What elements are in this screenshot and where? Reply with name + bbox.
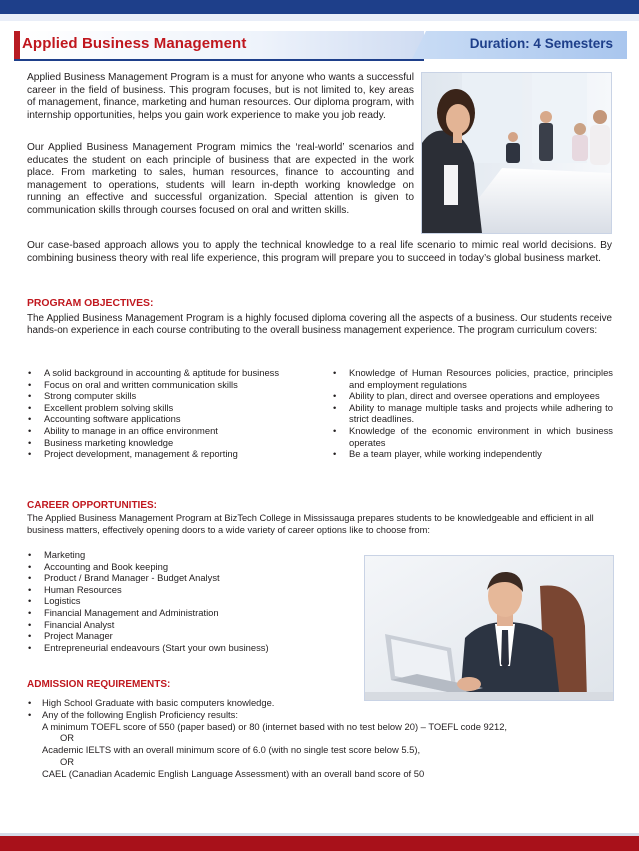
list-item: • Ability to plan, direct and oversee operations and employees	[332, 390, 613, 402]
admission-block	[27, 697, 627, 780]
list-item: • Marketing	[27, 549, 357, 561]
list-item: • Entrepreneurial endeavours (Start your own business)	[27, 642, 357, 654]
list-item: • Financial Analyst	[27, 619, 357, 631]
page-title: Applied Business Management	[22, 35, 247, 52]
admission-item-text: High School Graduate with basic computers knowledge.	[42, 697, 275, 708]
business-meeting-illustration	[422, 73, 611, 233]
header-accent	[14, 31, 20, 59]
business-meeting-photo	[421, 72, 612, 234]
top-strip	[0, 14, 639, 21]
list-item: • Project Manager	[27, 630, 357, 642]
list-item: • Be a team player, while working independently	[332, 448, 613, 460]
list-item: • Strong computer skills	[27, 390, 317, 402]
careers-intro: The Applied Business Management Program at BizTech College in Mississauga prepares students to be knowledgeable and efficient in all business matters, effectively opening doors to a wide variety of career options like to choose from:	[27, 513, 594, 535]
list-item: • Business marketing knowledge	[27, 437, 317, 449]
careers-heading: CAREER OPPORTUNITIES:	[27, 500, 158, 511]
admission-item	[27, 697, 627, 709]
intro-paragraph-1: Applied Business Management Program is a must for anyone who wants a successful career in the field of business. This program focuses, but is not limited to, key areas of management, finance, marketing and human resources. Our diploma program, with internship opportunities, helps you gain work experience to make you job ready.	[27, 72, 414, 121]
list-item: • Ability to manage multiple tasks and projects while adhering to strict deadlines.	[332, 402, 613, 425]
bullet: •	[28, 708, 32, 720]
list-item: • Project development, management & reporting	[27, 448, 317, 460]
list-item: • Human Resources	[27, 584, 357, 596]
intro-paragraph-3: Our case-based approach allows you to apply the technical knowledge to a real life scenario to mimic real world decisions. By combining business theory with real life experience, this program will prepare you to succeed in today’s global business market.	[27, 240, 612, 264]
objectives-heading: PROGRAM OBJECTIVES:	[27, 298, 154, 309]
businessman-laptop-illustration	[365, 556, 613, 700]
list-item: • Accounting software applications	[27, 413, 317, 425]
top-bar	[0, 0, 639, 14]
duration-label: Duration: 4 Semesters	[469, 36, 613, 51]
list-item: • Knowledge of the economic environment in which business operates	[332, 425, 613, 448]
list-item: • Excellent problem solving skills	[27, 402, 317, 414]
list-item: • Financial Management and Administration	[27, 607, 357, 619]
objectives-list-right	[332, 367, 613, 460]
list-item: • Ability to manage in an office environment	[27, 425, 317, 437]
bullet: •	[28, 697, 32, 708]
admission-heading: ADMISSION REQUIREMENTS:	[27, 679, 171, 690]
or-separator: OR	[60, 755, 75, 767]
objectives-list-left	[27, 367, 317, 460]
list-item: • Accounting and Book keeping	[27, 561, 357, 573]
admission-item-text: Any of the following English Proficiency results:	[42, 708, 238, 720]
careers-list	[27, 549, 357, 653]
list-item: • Focus on oral and written communication skills	[27, 379, 317, 391]
intro-paragraph-2: Our Applied Business Management Program mimics the ‘real-world’ scenarios and educates the student on each principle of business that are expected in the work place. From marketing to sales, human resources, finance to accounting and management to operations, students will learn in-depth working knowledge on running an effective and successful organization. Special attention is given to communication skills through courses focused on oral and written skills.	[27, 142, 414, 216]
objectives-intro: The Applied Business Management Program is a highly focused diploma covering all the aspects of a business. Our students receive hands-on experience in each course contributing to the overall business management experience. The program curriculum covers:	[27, 313, 612, 337]
list-item: • A solid background in accounting & aptitude for business	[27, 367, 317, 379]
toefl-requirement: A minimum TOEFL score of 550 (paper based) or 80 (internet based with no test below 20) – TOEFL code 9212,	[42, 720, 508, 732]
list-item: • Product / Brand Manager - Budget Analyst	[27, 572, 357, 584]
businessman-laptop-photo	[364, 555, 614, 701]
list-item: • Logistics	[27, 595, 357, 607]
ielts-requirement: Academic IELTS with an overall minimum score of 6.0 (with no single test score below 5.5),	[42, 744, 421, 756]
admission-item	[27, 709, 627, 721]
list-item: • Knowledge of Human Resources policies, practice, principles and employment regulations	[332, 367, 613, 390]
cael-requirement: CAEL (Canadian Academic English Language Assessment) with an overall band score of 50	[42, 767, 425, 779]
bottom-bar	[0, 836, 639, 851]
or-separator: OR	[60, 732, 75, 744]
